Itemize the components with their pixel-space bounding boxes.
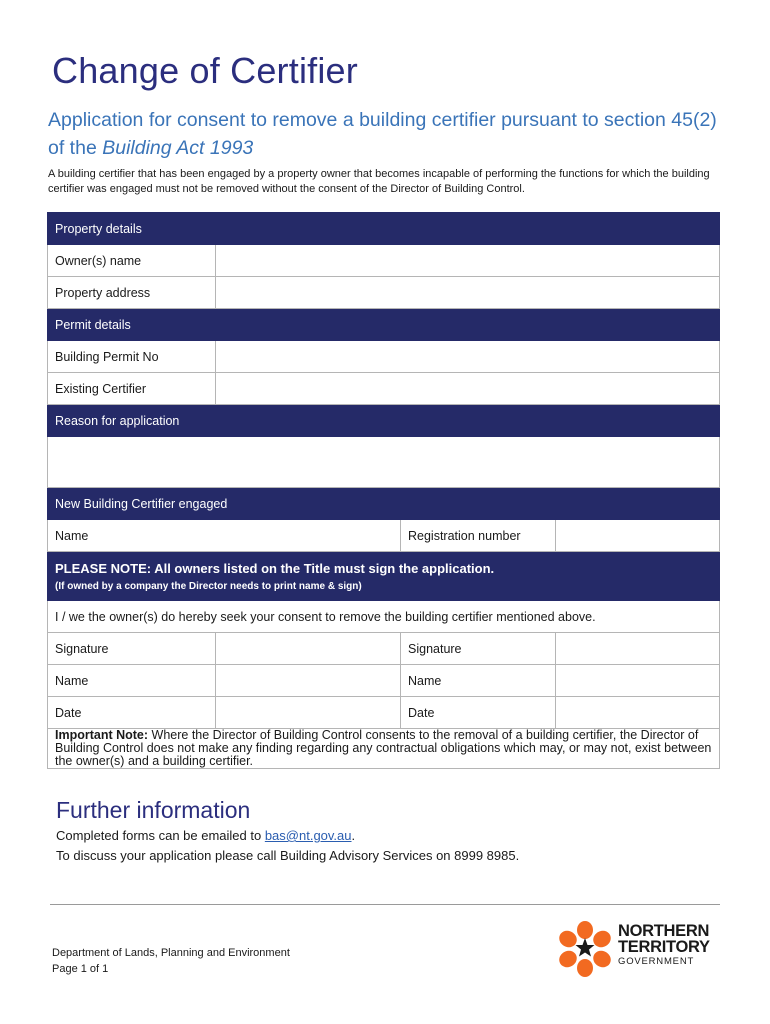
registration-number-label: Registration number (401, 520, 556, 552)
new-certifier-header (48, 488, 720, 520)
owners-name-field[interactable] (216, 245, 720, 277)
intro-paragraph: A building certifier that has been engaged by a property owner that becomes incapable of performing the functions for which the building certifier was engaged must not be removed without the consent of the Director of Building Control. (48, 168, 710, 195)
logo-northern: NORTHERN (618, 922, 710, 940)
declaration-row (48, 601, 720, 633)
logo-government: GOVERNMENT (618, 956, 695, 967)
reason-field[interactable] (48, 437, 720, 488)
signature-label-2: Signature (401, 633, 556, 665)
building-permit-row (48, 341, 720, 373)
important-note-row (48, 729, 720, 769)
application-form (47, 212, 720, 769)
subtitle-text: Application for consent to remove a building certifier pursuant to section 45(2) of the (48, 109, 717, 159)
nt-government-logo (556, 920, 726, 978)
owner-name-label-2: Name (401, 665, 556, 697)
property-address-field[interactable] (216, 277, 720, 309)
email-link[interactable]: bas@nt.gov.au (264, 828, 352, 843)
reason-row (48, 437, 720, 488)
phone-instruction: To discuss your application please call Building Advisory Services on 8999 8985. (56, 848, 520, 863)
building-permit-label: Building Permit No (48, 341, 216, 373)
signature-row (48, 633, 720, 665)
desert-rose-icon (556, 920, 614, 978)
logo-territory: TERRITORY (618, 938, 710, 956)
permit-details-heading: Permit details (48, 309, 720, 341)
please-note-cell (48, 552, 720, 601)
new-certifier-heading: New Building Certifier engaged (48, 488, 720, 520)
please-note-header (48, 552, 720, 601)
page-subtitle (48, 106, 738, 162)
registration-number-field[interactable] (556, 520, 720, 552)
reason-heading: Reason for application (48, 405, 720, 437)
existing-certifier-row (48, 373, 720, 405)
important-note-label: Important Note: (55, 728, 149, 742)
permit-details-header (48, 309, 720, 341)
owner-name-label-1: Name (48, 665, 216, 697)
logo-wordmark (618, 923, 710, 968)
subtitle-act-name: Building Act 1993 (102, 137, 254, 159)
page-number: Page 1 of 1 (52, 963, 109, 975)
new-certifier-row (48, 520, 720, 552)
owner-name-field-2[interactable] (556, 665, 720, 697)
signature-field-2[interactable] (556, 633, 720, 665)
existing-certifier-label: Existing Certifier (48, 373, 216, 405)
email-instruction-suffix: . (351, 828, 356, 843)
property-address-label: Property address (48, 277, 216, 309)
date-row (48, 697, 720, 729)
date-label-1: Date (48, 697, 216, 729)
date-field-2[interactable] (556, 697, 720, 729)
new-certifier-name-label: Name (48, 520, 401, 552)
property-details-heading: Property details (48, 213, 720, 245)
page-title: Change of Certifier (52, 50, 358, 91)
department-name: Department of Lands, Planning and Environment (52, 947, 290, 959)
further-information-heading: Further information (56, 797, 251, 823)
owners-name-row (48, 245, 720, 277)
signature-field-1[interactable] (216, 633, 401, 665)
declaration-text: I / we the owner(s) do hereby seek your consent to remove the building certifier mentioned above. (48, 601, 720, 633)
important-note-cell (48, 729, 720, 769)
reason-header (48, 405, 720, 437)
building-permit-field[interactable] (216, 341, 720, 373)
property-details-header (48, 213, 720, 245)
email-instruction (56, 828, 355, 843)
date-field-1[interactable] (216, 697, 401, 729)
please-note-text: PLEASE NOTE: All owners listed on the Title must sign the application. (55, 560, 495, 576)
footer-divider (50, 904, 720, 905)
owners-name-label: Owner(s) name (48, 245, 216, 277)
company-note-text: (If owned by a company the Director needs to print name & sign) (55, 580, 362, 592)
date-label-2: Date (401, 697, 556, 729)
email-instruction-text: Completed forms can be emailed to (56, 828, 265, 843)
owner-name-row (48, 665, 720, 697)
property-address-row (48, 277, 720, 309)
signature-label-1: Signature (48, 633, 216, 665)
existing-certifier-field[interactable] (216, 373, 720, 405)
important-note-text: Where the Director of Building Control consents to the removal of a building certifier, the Director of Building Control does not make any finding regarding any contractual obligations which may, or may not, exist between the owner(s) and a building certifier. (55, 728, 712, 768)
owner-name-field-1[interactable] (216, 665, 401, 697)
